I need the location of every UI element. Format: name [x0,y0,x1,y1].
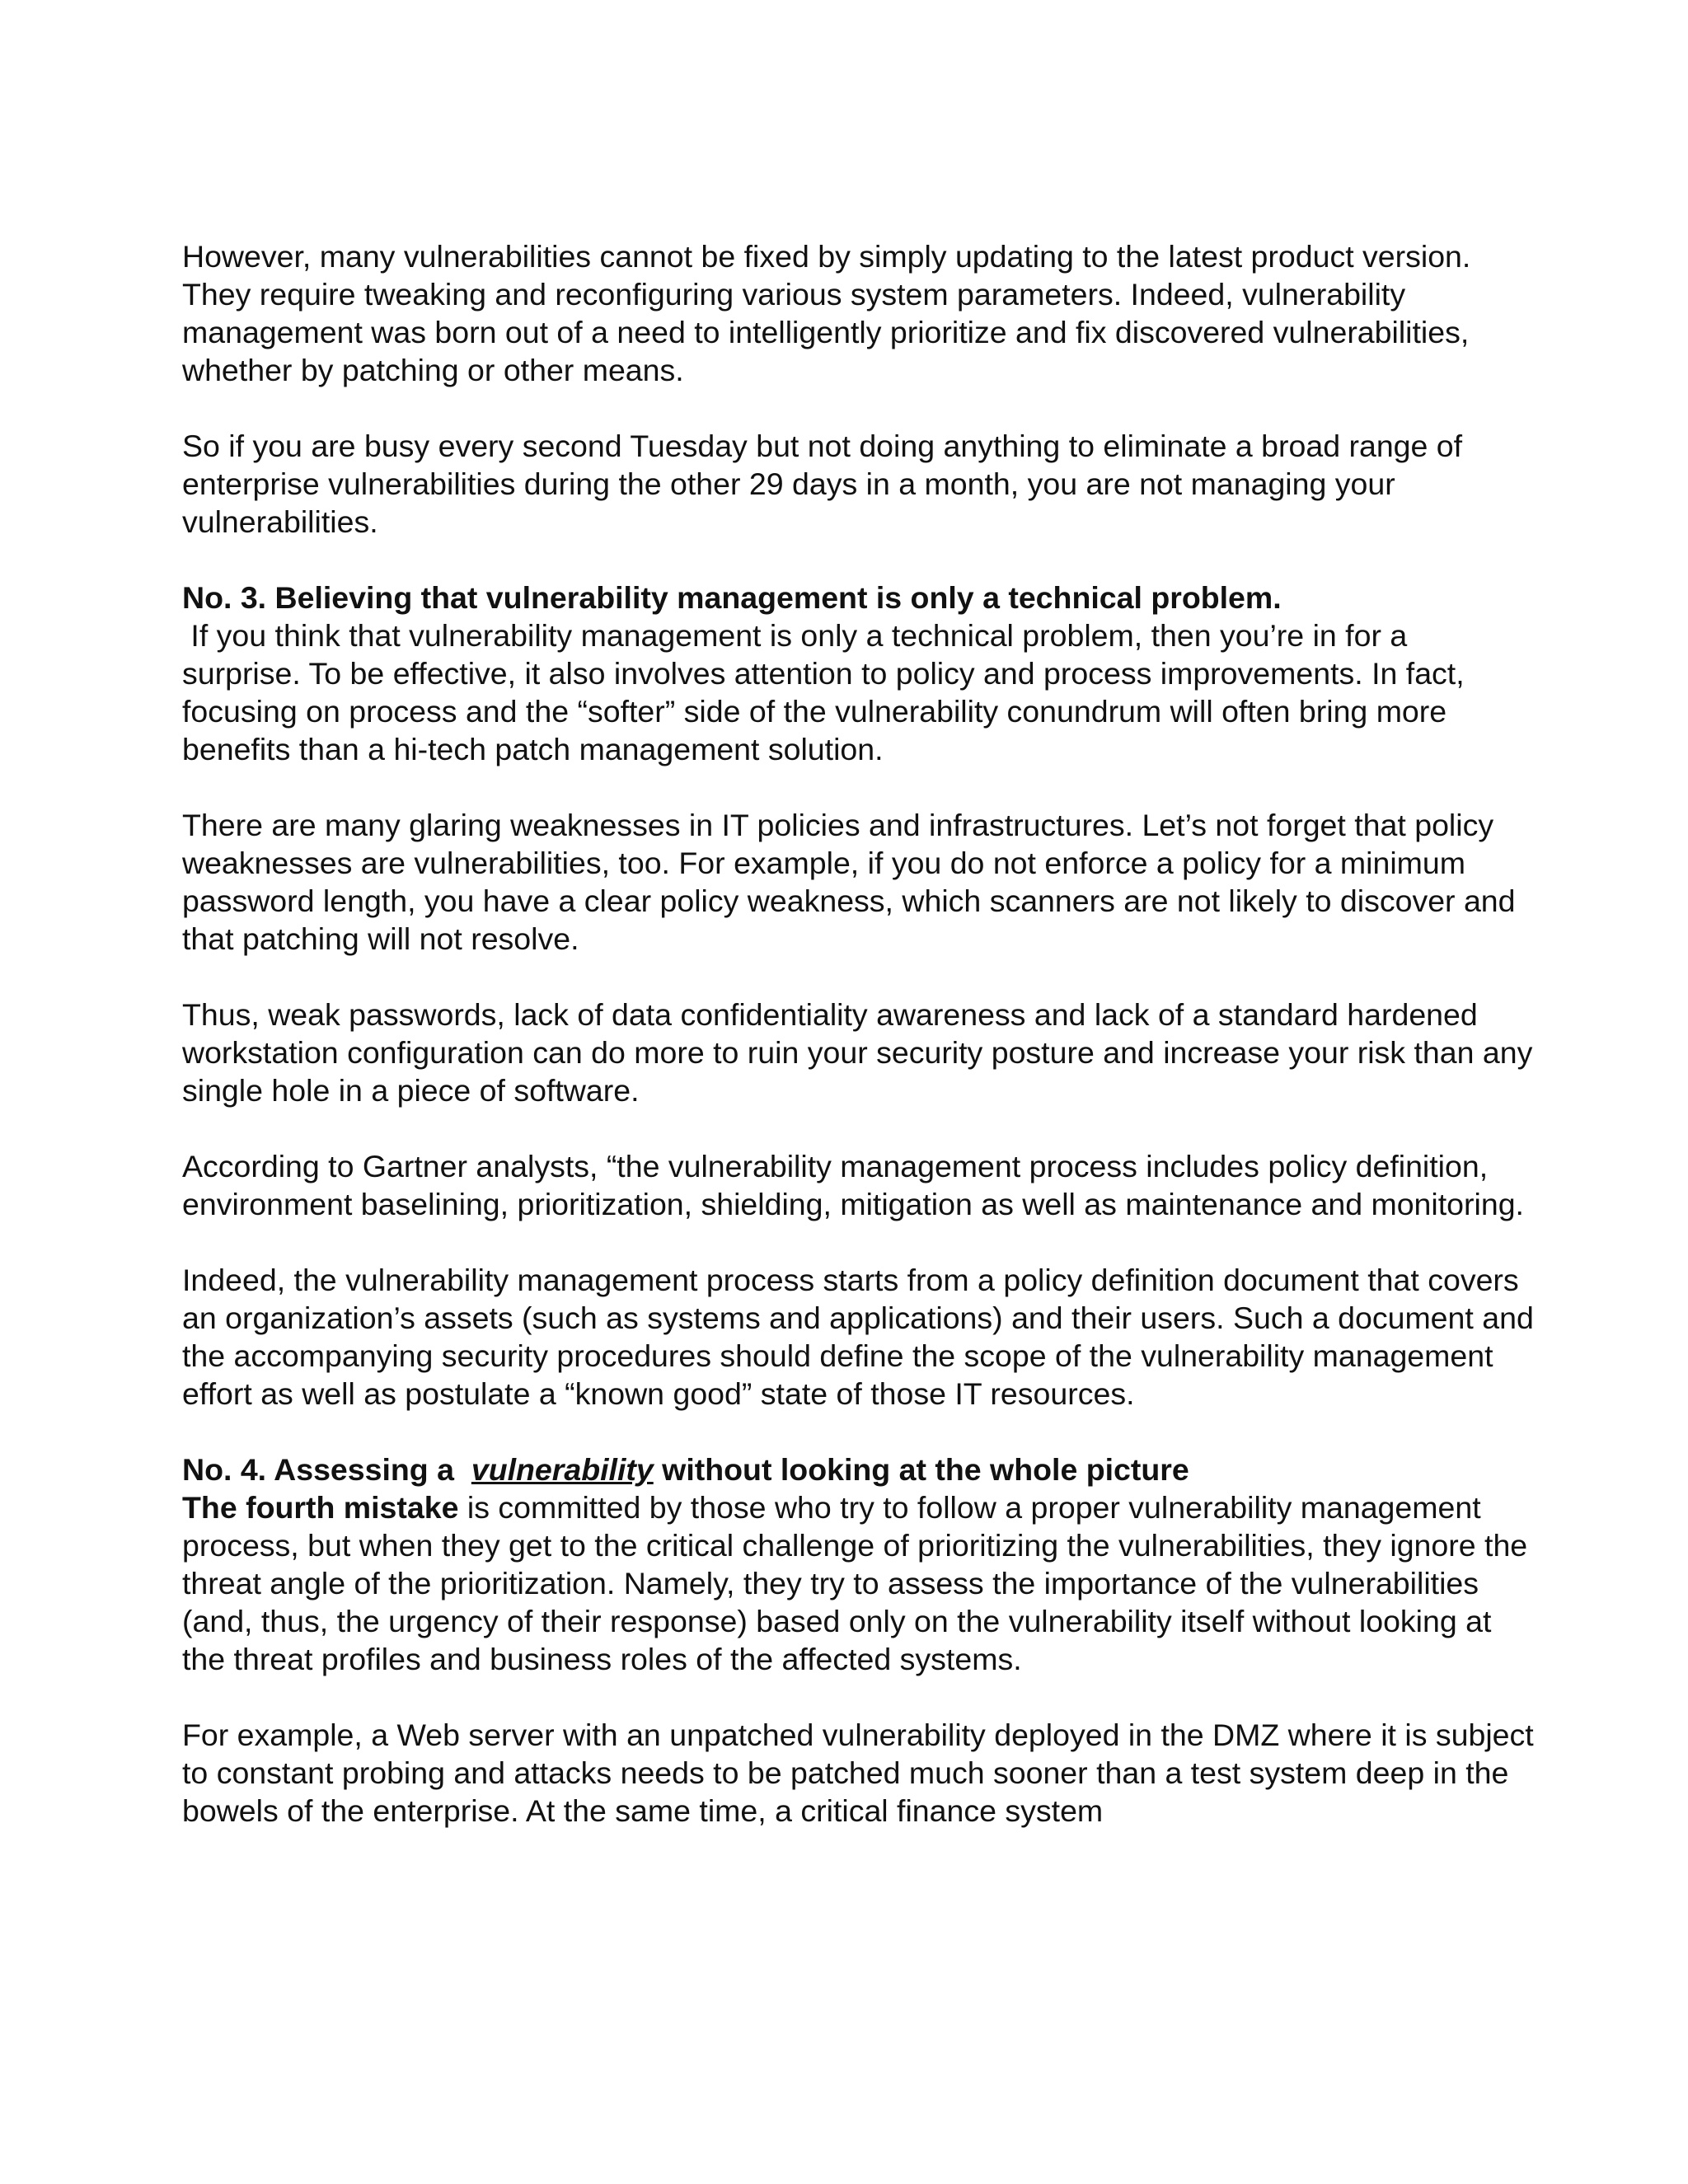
vulnerability-link[interactable]: vulnerability [471,1452,654,1487]
paragraph-technical-problem [182,618,1465,766]
paragraph-policy-definition: Indeed, the vulnerability management process starts from a policy definition document that covers an organization’s assets (such as systems and applications) and their users. Such a document and the accompanying security procedures should define the scope of the vulnerability management effort as well as postulate a “known good” state of those IT resources. [182,1263,1534,1411]
paragraph-policy-weaknesses: There are many glaring weaknesses in IT policies and infrastructures. Let’s not forget that policy weaknesses are vulnerabilities, too. For example, if you do not enforce a policy for a minimum password length, you have a clear policy weakness, which scanners are not likely to discover and that patching will not resolve. [182,808,1516,956]
section-mistake-4 [182,1451,1534,1678]
paragraph-weak-passwords: Thus, weak passwords, lack of data confidentiality awareness and lack of a standard hardened workstation configuration can do more to ruin your security posture and increase your risk than any single hole in a piece of software. [182,997,1533,1108]
heading-mistake-3: No. 3. Believing that vulnerability management is only a technical problem. [182,580,1282,615]
paragraph-gartner-quote: According to Gartner analysts, “the vulnerability management process includes policy definition, environment baselining, prioritization, shielding, mitigation as well as maintenance and monitoring. [182,1149,1524,1221]
paragraph-web-server-example: For example, a Web server with an unpatched vulnerability deployed in the DMZ where it is subject to constant probing and attacks needs to be patched much sooner than a test system deep in the bowels of the enterprise. At the same time, a critical finance system [182,1718,1534,1828]
fourth-mistake-lead: The fourth mistake [182,1490,459,1525]
document-page [182,237,1534,1830]
section-mistake-3 [182,579,1534,768]
heading-mistake-4-prefix: No. 4. Assessing a [182,1452,463,1487]
paragraph-patch-tuesday: So if you are busy every second Tuesday but not doing anything to eliminate a broad range of enterprise vulnerabilities during the other 29 days in a month, you are not managing your vulnerabilities. [182,429,1463,539]
heading-mistake-4 [182,1451,1534,1488]
heading-mistake-4-suffix: without looking at the whole picture [653,1452,1189,1487]
paragraph-technical-problem-text: If you think that vulnerability management is only a technical problem, then you’re in for a surprise. To be effective, it also involves attention to policy and process improvements. In fact, focusing on process and the “softer” side of the vulnerability conundrum will often bring more benefits than a hi-tech patch management solution. [182,618,1465,766]
paragraph-updating-not-enough: However, many vulnerabilities cannot be fixed by simply updating to the latest product version. They require tweaking and reconfiguring various system parameters. Indeed, vulnerability management was born out of a need to intelligently prioritize and fix discovered vulnerabilities, whether by patching or other means. [182,239,1471,387]
paragraph-fourth-mistake: is committed by those who try to follow a proper vulnerability management process, but when they get to the critical challenge of prioritizing the vulnerabilities, they ignore the threat angle of the prioritization. Namely, they try to assess the importance of the vulnerabilities (and, thus, the urgency of their response) based only on the vulnerability itself without looking at the threat profiles and business roles of the affected systems. [182,1490,1528,1676]
